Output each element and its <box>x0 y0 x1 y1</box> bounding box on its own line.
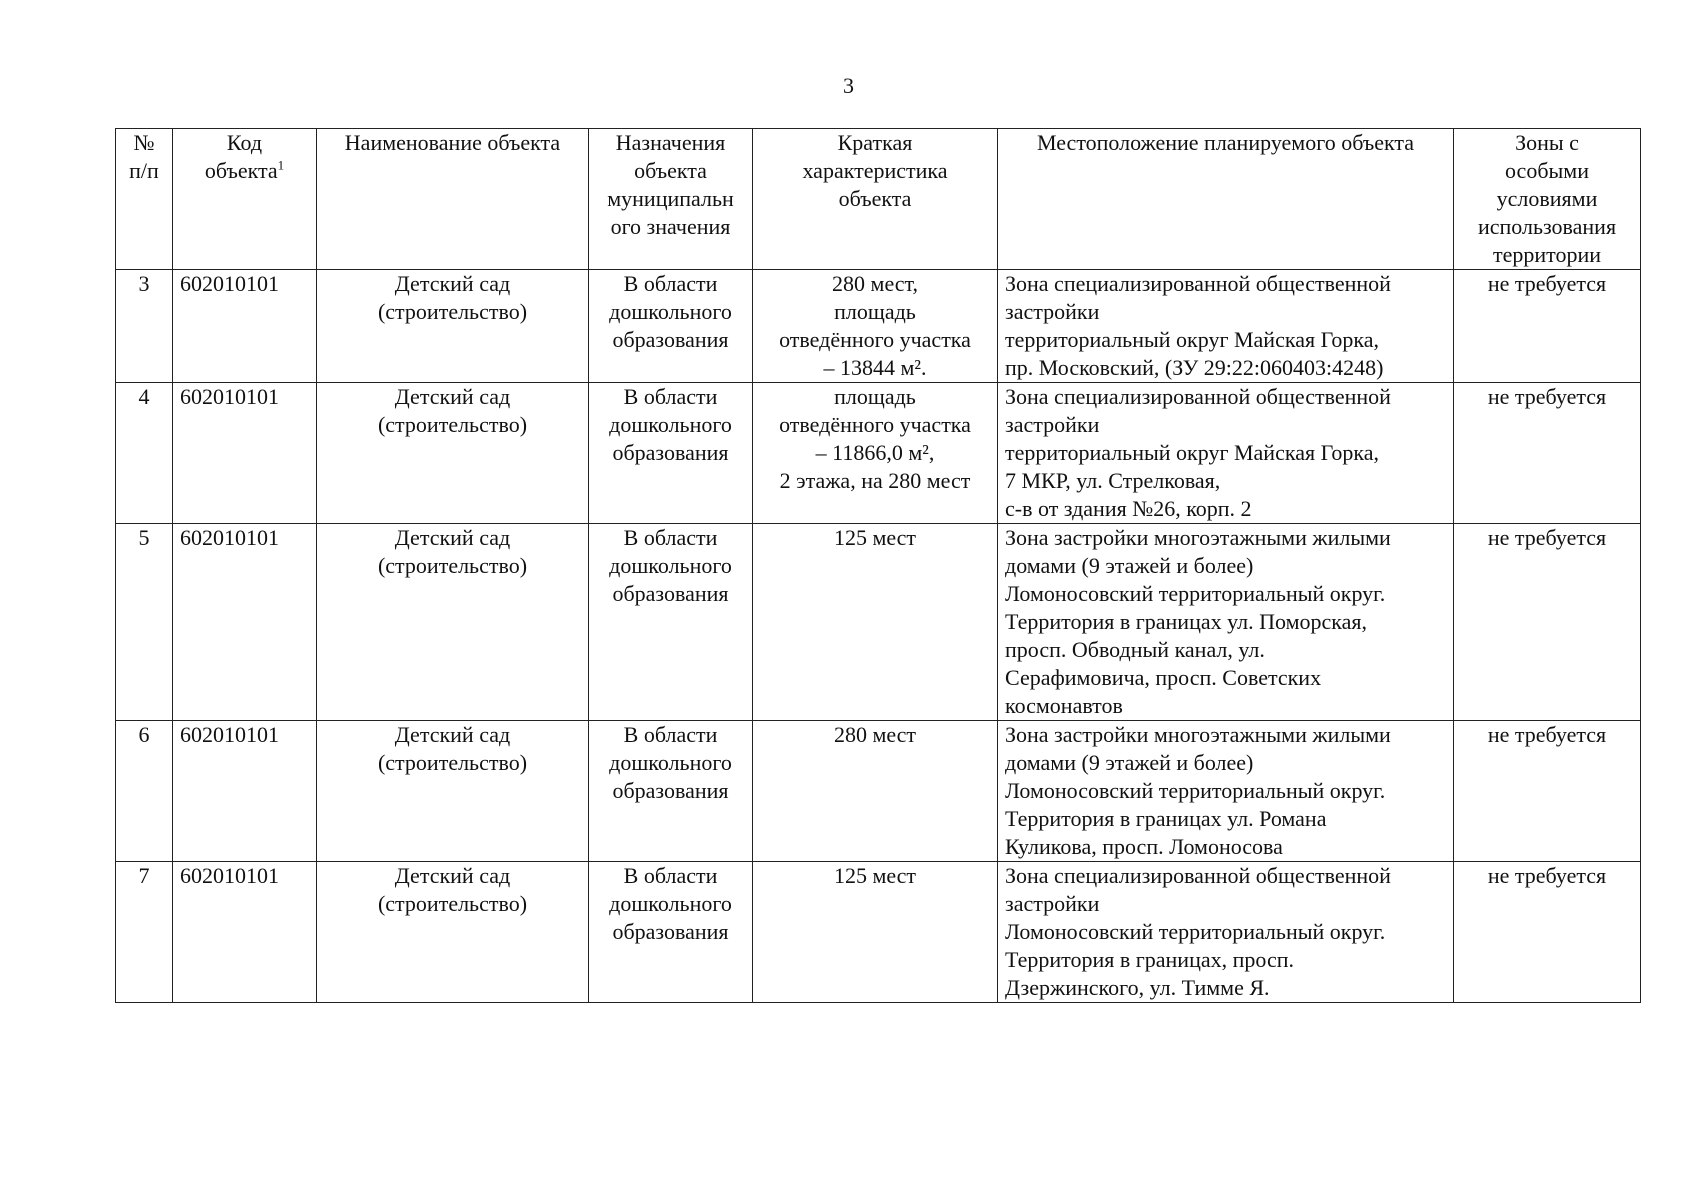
cell-code: 602010101 <box>173 383 317 524</box>
cell-num: 4 <box>116 383 173 524</box>
header-code-label: Код объекта <box>204 130 278 183</box>
table-row <box>116 383 1641 524</box>
cell-description: 125 мест <box>753 524 998 721</box>
header-description: Краткая характеристика объекта <box>753 129 998 270</box>
cell-description: площадь отведённого участка – 11866,0 м², 2 этажа, на 280 мест <box>753 383 998 524</box>
header-location: Местоположение планируемого объекта <box>998 129 1454 270</box>
cell-code: 602010101 <box>173 721 317 862</box>
table-header-row <box>116 129 1641 270</box>
cell-purpose: В области дошкольного образования <box>589 721 753 862</box>
cell-name: Детский сад (строительство) <box>317 721 589 862</box>
header-purpose: Назначения объекта муниципальн ого значения <box>589 129 753 270</box>
table-row <box>116 524 1641 721</box>
cell-num: 7 <box>116 862 173 1003</box>
cell-purpose: В области дошкольного образования <box>589 862 753 1003</box>
header-num: № п/п <box>116 129 173 270</box>
table-row <box>116 721 1641 862</box>
cell-zones: не требуется <box>1454 862 1641 1003</box>
table-row <box>116 862 1641 1003</box>
cell-code: 602010101 <box>173 270 317 383</box>
cell-purpose: В области дошкольного образования <box>589 383 753 524</box>
cell-location: Зона специализированной общественной застройки территориальный округ Майская Горка, 7 МКР, ул. Стрелковая, с-в от здания №26, корп. 2 <box>998 383 1454 524</box>
cell-location: Зона специализированной общественной застройки территориальный округ Майская Горка, пр. Московский, (ЗУ 29:22:060403:4248) <box>998 270 1454 383</box>
cell-description: 280 мест <box>753 721 998 862</box>
table-row <box>116 270 1641 383</box>
cell-zones: не требуется <box>1454 524 1641 721</box>
cell-description: 280 мест, площадь отведённого участка – 13844 м². <box>753 270 998 383</box>
cell-num: 3 <box>116 270 173 383</box>
cell-location: Зона специализированной общественной застройки Ломоносовский территориальный округ. Территория в границах, просп. Дзержинского, ул. Тимме Я. <box>998 862 1454 1003</box>
cell-zones: не требуется <box>1454 721 1641 862</box>
cell-purpose: В области дошкольного образования <box>589 270 753 383</box>
header-name: Наименование объекта <box>317 129 589 270</box>
cell-num: 5 <box>116 524 173 721</box>
cell-name: Детский сад (строительство) <box>317 862 589 1003</box>
cell-location: Зона застройки многоэтажными жилыми домами (9 этажей и более) Ломоносовский территориальный округ. Территория в границах ул. Романа Куликова, просп. Ломоносова <box>998 721 1454 862</box>
planned-objects-table <box>115 128 1641 1003</box>
cell-name: Детский сад (строительство) <box>317 270 589 383</box>
cell-zones: не требуется <box>1454 383 1641 524</box>
cell-num: 6 <box>116 721 173 862</box>
header-code-footnote: 1 <box>277 157 285 173</box>
cell-zones: не требуется <box>1454 270 1641 383</box>
cell-name: Детский сад (строительство) <box>317 383 589 524</box>
cell-code: 602010101 <box>173 862 317 1003</box>
cell-location: Зона застройки многоэтажными жилыми домами (9 этажей и более) Ломоносовский территориальный округ. Территория в границах ул. Поморская, просп. Обводный канал, ул. Серафимовича, просп. Советских космонавтов <box>998 524 1454 721</box>
cell-name: Детский сад (строительство) <box>317 524 589 721</box>
header-code <box>173 129 317 270</box>
cell-code: 602010101 <box>173 524 317 721</box>
header-zones: Зоны с особыми условиями использования территории <box>1454 129 1641 270</box>
page-number: 3 <box>843 73 854 98</box>
cell-purpose: В области дошкольного образования <box>589 524 753 721</box>
cell-description: 125 мест <box>753 862 998 1003</box>
